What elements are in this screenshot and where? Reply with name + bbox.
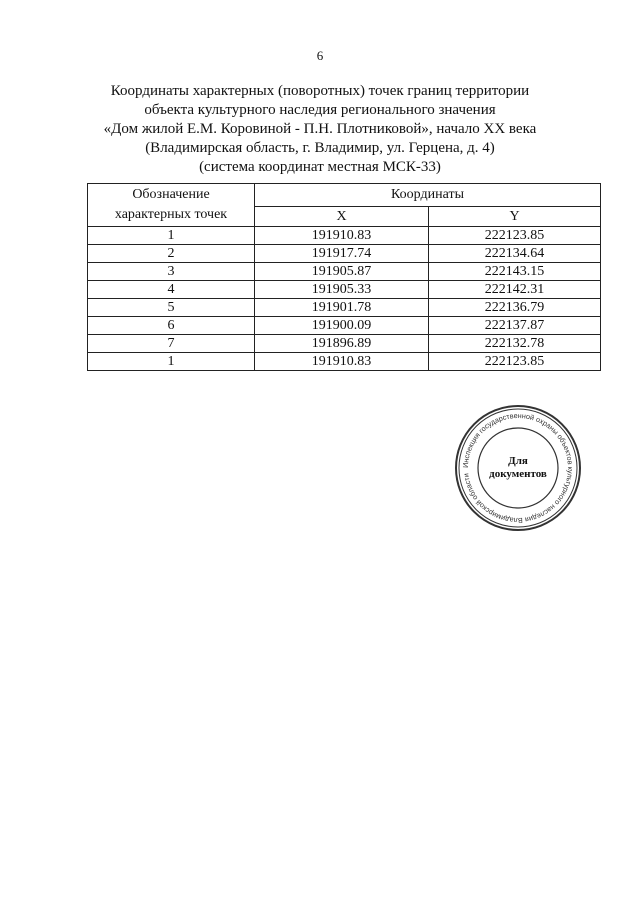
y-cell: 222134.64 [429,245,601,263]
title-line-1: Координаты характерных (поворотных) точек границ территории [110,83,530,99]
y-cell: 222136.79 [429,299,601,317]
header-point-line-1: Обозначение [132,187,210,202]
table-row [88,317,601,335]
header-point-line-2: характерных точек [114,207,228,222]
x-cell: 191896.89 [255,335,429,353]
coordinates-table [87,183,601,371]
table-row [88,227,601,245]
x-cell: 191905.87 [255,263,429,281]
table-row [88,299,601,317]
table-row [88,281,601,299]
header-x: X [255,207,429,227]
header-y: Y [429,207,601,227]
page-number: 6 [316,48,324,63]
point-cell: 2 [88,245,255,263]
x-cell: 191901.78 [255,299,429,317]
title-line-5: (система координат местная МСК-33) [199,159,441,175]
document-title [0,82,640,177]
table-row [88,263,601,281]
y-cell: 222142.31 [429,281,601,299]
stamp-line-2: документов [489,468,547,480]
x-cell: 191917.74 [255,245,429,263]
header-coordinates: Координаты [255,184,601,207]
point-cell: 7 [88,335,255,353]
point-cell: 3 [88,263,255,281]
point-cell: 1 [88,227,255,245]
y-cell: 222123.85 [429,227,601,245]
point-cell: 4 [88,281,255,299]
table-row [88,335,601,353]
official-stamp [453,403,583,533]
title-line-4: (Владимирская область, г. Владимир, ул. Герцена, д. 4) [145,140,495,156]
header-point-designation [88,184,255,227]
stamp-line-1: Для [508,455,528,467]
y-cell: 222143.15 [429,263,601,281]
point-cell: 6 [88,317,255,335]
stamp-center-text [453,455,583,481]
title-line-2: объекта культурного наследия регионального значения [144,102,496,118]
table-row [88,245,601,263]
x-cell: 191910.83 [255,227,429,245]
y-cell: 222137.87 [429,317,601,335]
point-cell: 5 [88,299,255,317]
point-cell: 1 [88,353,255,371]
y-cell: 222132.78 [429,335,601,353]
x-cell: 191900.09 [255,317,429,335]
title-line-3: «Дом жилой Е.М. Коровиной - П.Н. Плотниковой», начало XX века [103,121,537,137]
stamp-ring-text: Инспекция государственной охраны объектов культурного наследия Владимирской области [460,410,576,526]
x-cell: 191905.33 [255,281,429,299]
table-row [88,353,601,371]
y-cell: 222123.85 [429,353,601,371]
x-cell: 191910.83 [255,353,429,371]
